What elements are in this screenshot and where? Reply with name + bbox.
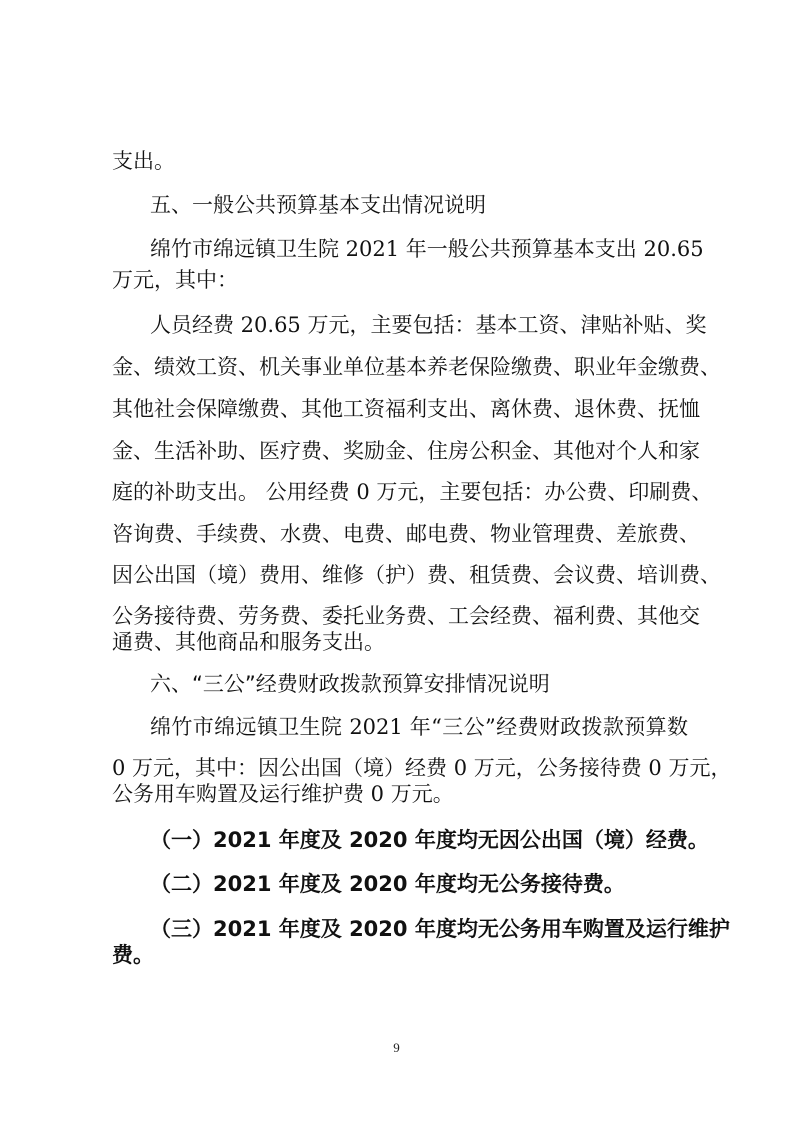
paragraph-line: 万元，其中：: [112, 268, 238, 292]
section-heading-5: 五、一般公共预算基本支出情况说明: [150, 193, 486, 217]
bold-item-1: （一）2021 年度及 2020 年度均无因公出国（境）经费。: [150, 828, 709, 852]
paragraph-line: 绵竹市绵远镇卫生院 2021 年“三公”经费财政拨款预算数: [150, 715, 688, 739]
paragraph-line: 金、生活补助、医疗费、奖励金、住房公积金、其他对个人和家: [112, 439, 700, 463]
paragraph-line: 咨询费、手续费、水费、电费、邮电费、物业管理费、差旅费、: [112, 522, 700, 546]
bold-item-3-continued: 费。: [112, 943, 154, 967]
bold-item-2: （二）2021 年度及 2020 年度均无公务接待费。: [150, 872, 625, 896]
paragraph-line: 金、绩效工资、机关事业单位基本养老保险缴费、职业年金缴费、: [112, 355, 721, 379]
paragraph-line: 人员经费 20.65 万元，主要包括：基本工资、津贴补贴、奖: [150, 313, 707, 337]
page-number: 9: [393, 1040, 400, 1055]
paragraph-line: 庭的补助支出。 公用经费 0 万元，主要包括：办公费、印刷费、: [112, 480, 713, 504]
paragraph-line: 0 万元，其中：因公出国（境）经费 0 万元，公务接待费 0 万元，: [112, 756, 732, 780]
bold-item-3: （三）2021 年度及 2020 年度均无公务用车购置及运行维护: [150, 917, 730, 941]
paragraph-line: 公务用车购置及运行维护费 0 万元。: [112, 782, 454, 806]
paragraph-line: 支出。: [112, 149, 175, 173]
paragraph-line: 其他社会保障缴费、其他工资福利支出、离休费、退休费、抚恤: [112, 397, 700, 421]
paragraph-line: 绵竹市绵远镇卫生院 2021 年一般公共预算基本支出 20.65: [150, 237, 704, 261]
section-heading-6: 六、“三公”经费财政拨款预算安排情况说明: [150, 672, 550, 696]
paragraph-line: 公务接待费、劳务费、委托业务费、工会经费、福利费、其他交: [112, 604, 700, 628]
paragraph-line: 通费、其他商品和服务支出。: [112, 630, 385, 654]
paragraph-line: 因公出国（境）费用、维修（护）费、租赁费、会议费、培训费、: [112, 563, 721, 587]
